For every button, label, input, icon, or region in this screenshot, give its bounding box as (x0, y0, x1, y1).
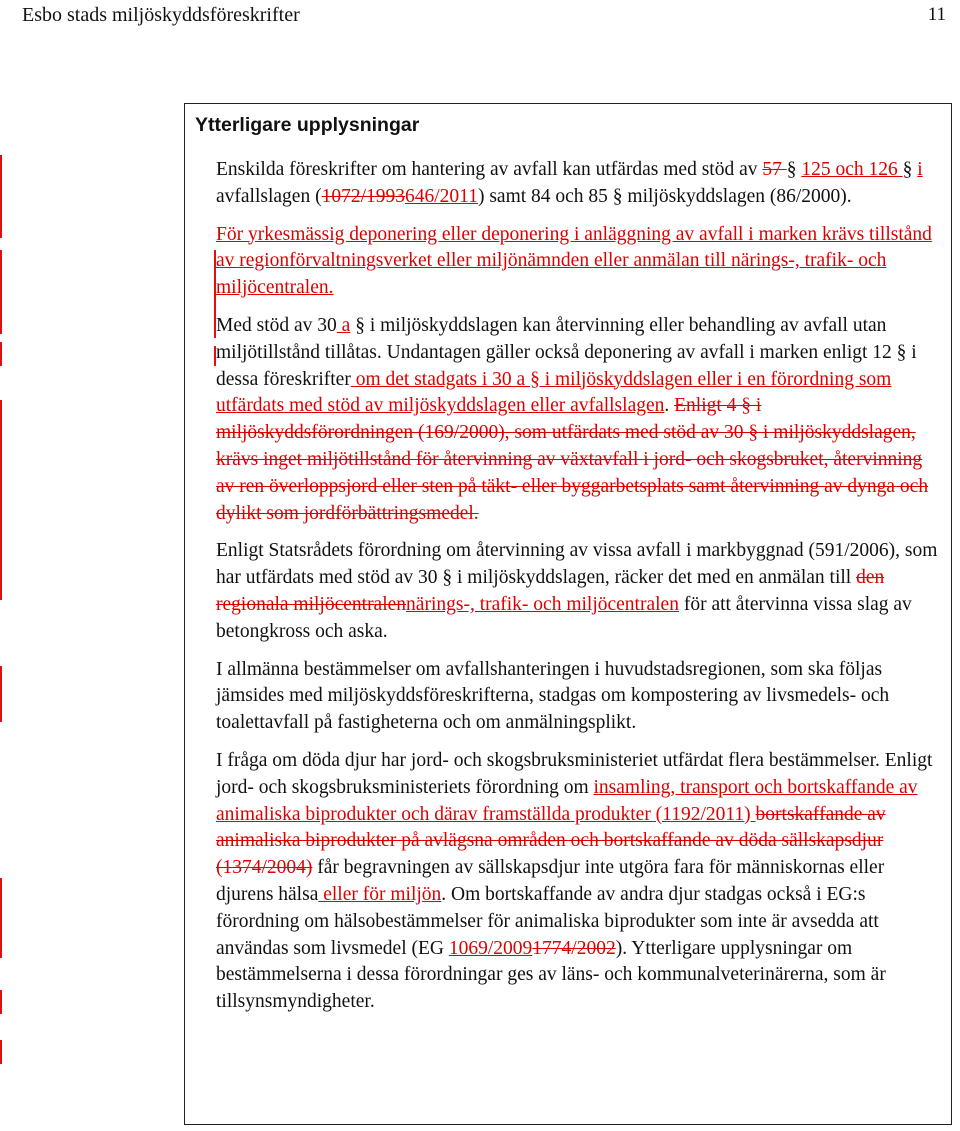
inserted-text: 125 och 126 (801, 159, 903, 180)
text: avfallslagen ( (216, 185, 322, 207)
paragraph-general-provisions (216, 657, 942, 737)
text: Enligt Statsrådets förordning om återvinning av vissa avfall i markbyggnad (591/2006), som har utfärdats med stöd av 30 § i miljöskyddslagen, räcker det med en anmälan till (216, 540, 938, 589)
deleted-text: Enligt 4 § i miljöskyddsförordningen (169/2000), som utfärdats med stöd av 30 § i miljöskyddslagen, krävs inget miljötillstånd för återvinning av växtavfall i jord- och skogsbruket, återvinning av ren överloppsjord eller sten på täkt- eller byggarbetsplats samt återvinning av dynga och dylikt som jordförbättringsmedel. (216, 395, 929, 524)
page-number: 11 (927, 4, 946, 25)
inserted-text: 1069/2009 (448, 937, 533, 959)
document-header-title: Esbo stads miljöskyddsföreskrifter (22, 4, 300, 26)
text: § (902, 159, 918, 180)
inserted-text: om det stadgats i 30 a § i miljöskyddslagen eller i en förordning som utfärdats med stöd av miljöskyddslagen eller avfallslagen (216, 368, 892, 417)
inserted-text: närings-, trafik- och miljöcentralen (406, 593, 679, 615)
text: § i miljöskyddslagen kan återvinning eller behandling av avfall utan miljötillstånd tillåtas. Undantagen gäller också deponering av avfall i marken enligt 12 § i dessa föreskrifter (216, 314, 917, 390)
deleted-text: 1774/2002 (532, 937, 616, 959)
deleted-text: 1072/1993 (321, 185, 405, 207)
deleted-text: den regionala miljöcentralen (216, 567, 885, 615)
change-bar (0, 878, 2, 958)
text: ). Ytterligare upplysningar om bestämmelserna i dessa förordningar ges av läns- och kommunalveterinärerna, som är tillsynsmyndigheter. (216, 937, 886, 1013)
text: . (664, 395, 675, 417)
paragraph-waste-regulations (216, 157, 942, 211)
text: . Om bortskaffande av andra djur stadgas också i EG:s förordning om hälsobestämmelser för animaliska biprodukter som inte är avsedda att användas som livsmedel (EG (216, 883, 879, 959)
change-bar (0, 1040, 2, 1064)
inserted-text: insamling, transport och bortskaffande av animaliska biprodukter och därav framställda produkter (1192/2011) (216, 776, 918, 825)
text: för att återvinna vissa slag av betongkross och aska. (216, 593, 912, 642)
deleted-text: 57 (762, 159, 787, 180)
change-bar (0, 155, 2, 238)
change-bar (0, 250, 2, 334)
inserted-text: 646/2011 (405, 185, 478, 207)
change-bar (0, 666, 2, 722)
change-bar (0, 342, 2, 366)
inserted-text: a (336, 314, 351, 336)
text: får begravningen av sällskapsdjur inte utgöra fara för människornas eller djurens hälsa (216, 857, 885, 905)
inserted-text: eller för miljön (318, 883, 442, 905)
paragraph-deposit-permit (216, 222, 942, 302)
change-bar (0, 990, 2, 1014)
text: ) samt 84 och 85 § miljöskyddslagen (86/2000). (477, 185, 852, 207)
text: I allmänna bestämmelser om avfallshanteringen i huvudstadsregionen, som ska följas jämsides med miljöskyddsföreskrifterna, stadgas om kompostering av livsmedels- och toalettavfall på fastigheterna och om anmälningsplikt. (216, 658, 890, 734)
inserted-text: i (917, 159, 923, 180)
change-bar (0, 400, 2, 600)
paragraph-recycling-exemption (216, 313, 942, 527)
text: § (786, 159, 802, 180)
text: Enskilda föreskrifter om hantering av avfall kan utfärdas med stöd av (216, 159, 763, 180)
text: Med stöd av 30 (216, 314, 337, 336)
paragraph-government-decree (216, 538, 942, 645)
info-box-content (216, 157, 942, 1027)
deleted-text: bortskaffande av animaliska biprodukter på avlägsna områden och bortskaffande av döda sällskapsdjur (1374/2004) (216, 803, 886, 879)
text: I fråga om döda djur har jord- och skogsbruksministeriet utfärdat flera bestämmelser. Enligt jord- och skogsbruksministeriets förordning om (216, 749, 933, 798)
inserted-text: För yrkesmässig deponering eller deponering i anläggning av avfall i marken krävs tillstånd av regionförvaltningsverket eller miljönämnden eller anmälan till närings-, trafik- och miljöcentralen. (216, 223, 932, 299)
info-box-title: Ytterligare upplysningar (195, 114, 420, 136)
paragraph-dead-animals (216, 748, 942, 1016)
